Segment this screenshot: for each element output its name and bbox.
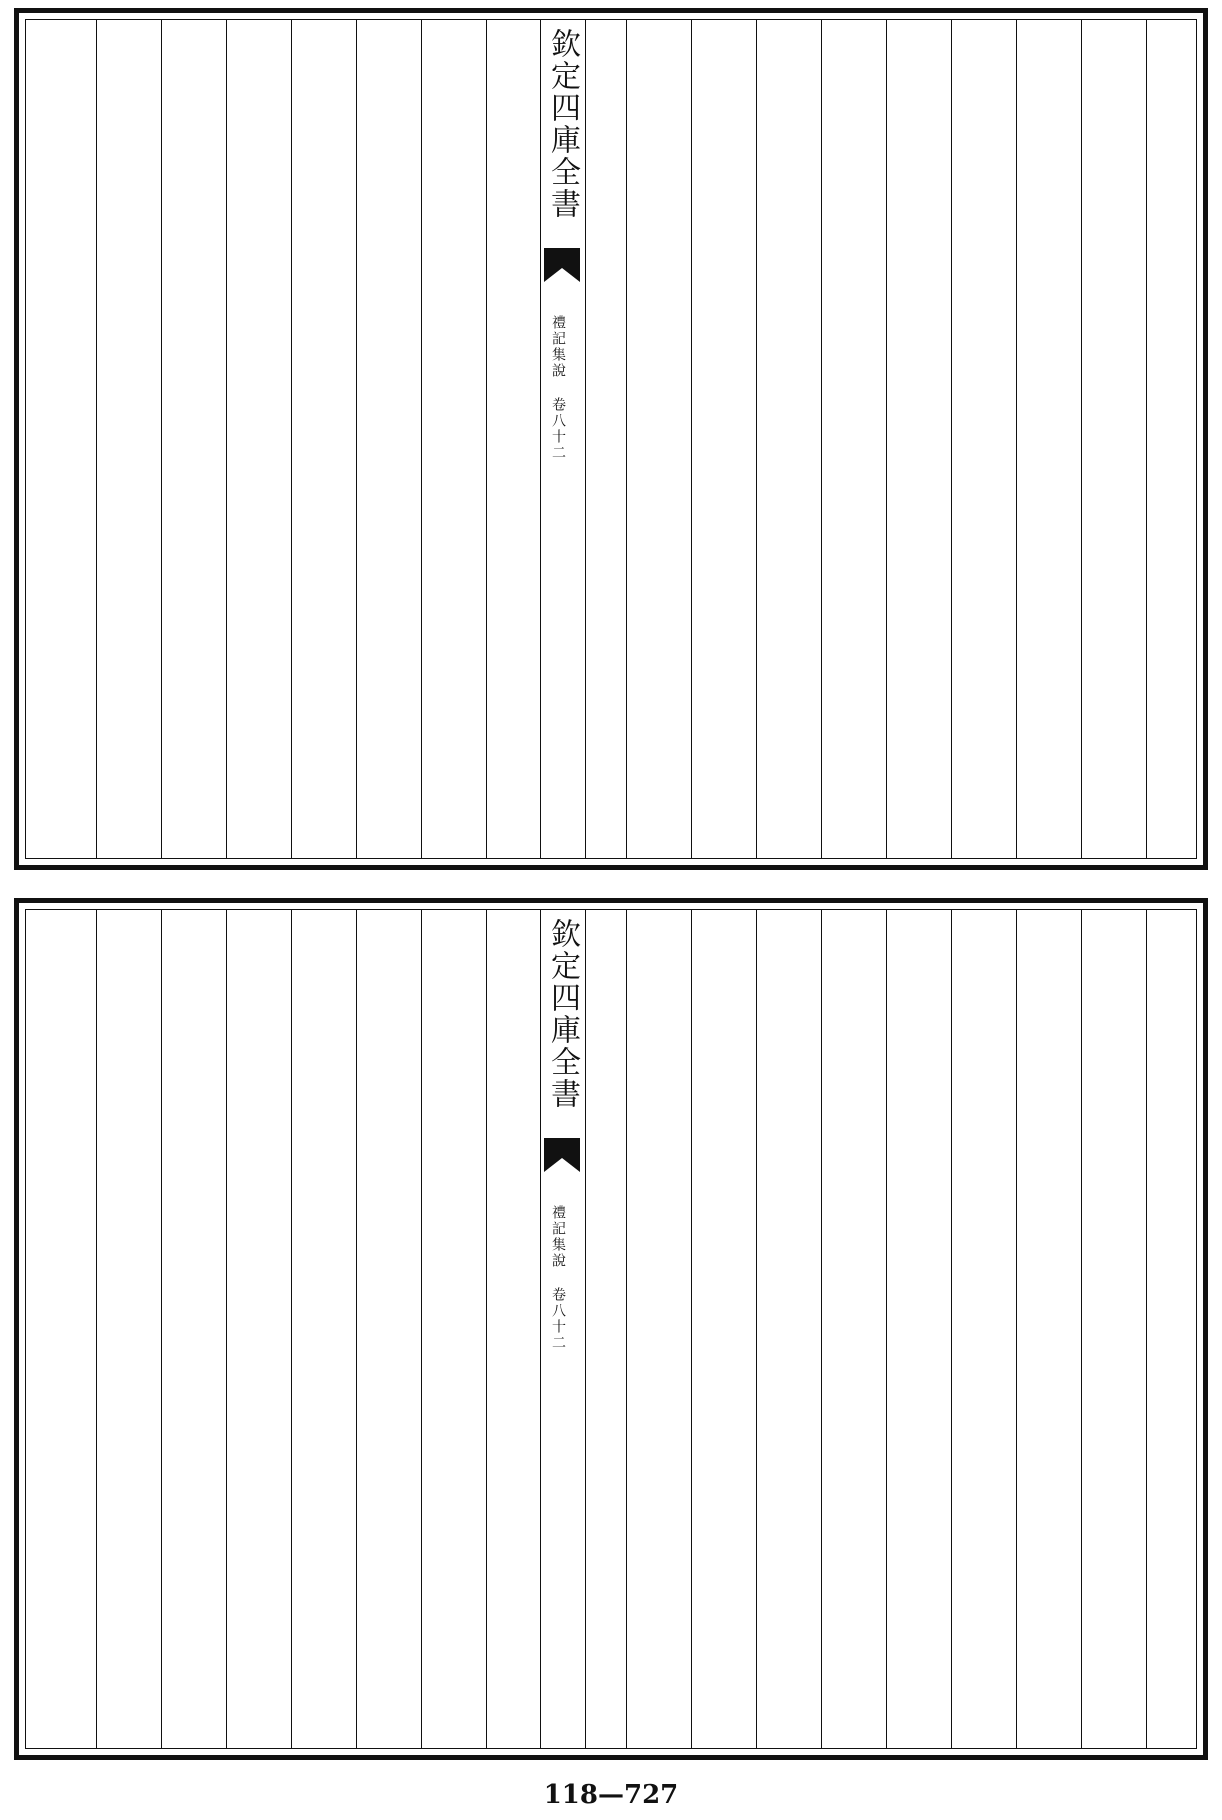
column-rule [1016, 20, 1017, 858]
column-rule [691, 910, 692, 1748]
upper-page-inner-frame [25, 19, 1197, 859]
column-rule [226, 20, 227, 858]
column-rule [626, 910, 627, 1748]
column-rule [291, 910, 292, 1748]
column-rule [756, 910, 757, 1748]
column-rule [421, 20, 422, 858]
column-rule [96, 20, 97, 858]
lower-page-panel [14, 898, 1208, 1760]
column-rule [1016, 910, 1017, 1748]
column-rule [96, 910, 97, 1748]
centerfold-note: 禮記集說 卷八十二 [550, 1205, 566, 1351]
column-rule [951, 910, 952, 1748]
fish-tail-mark-icon [544, 248, 580, 282]
centerfold-note: 禮記集說 卷八十二 [550, 315, 566, 461]
column-rule [886, 910, 887, 1748]
column-rule [226, 910, 227, 1748]
column-rule [886, 20, 887, 858]
centerfold-strip-bottom [540, 910, 586, 1748]
centerfold-strip-top [540, 20, 586, 858]
column-rule [161, 910, 162, 1748]
column-rule [626, 20, 627, 858]
column-rule [356, 20, 357, 858]
column-rule [756, 20, 757, 858]
column-rule [161, 20, 162, 858]
lower-page-inner-frame [25, 909, 1197, 1749]
column-rule [821, 910, 822, 1748]
column-rule [1146, 910, 1147, 1748]
column-rule [291, 20, 292, 858]
column-rule [1081, 20, 1082, 858]
page-number: 118—727 [543, 1780, 679, 1810]
fish-tail-mark-icon [544, 1138, 580, 1172]
column-rule [356, 910, 357, 1748]
centerfold-title: 欽定四庫全書 [545, 918, 580, 1110]
column-rule [951, 20, 952, 858]
column-rule [421, 910, 422, 1748]
column-rule [691, 20, 692, 858]
column-rule [821, 20, 822, 858]
column-rule [486, 910, 487, 1748]
upper-page-panel [14, 8, 1208, 870]
centerfold-title: 欽定四庫全書 [545, 28, 580, 220]
column-rule [486, 20, 487, 858]
column-rule [1146, 20, 1147, 858]
column-rule [1081, 910, 1082, 1748]
